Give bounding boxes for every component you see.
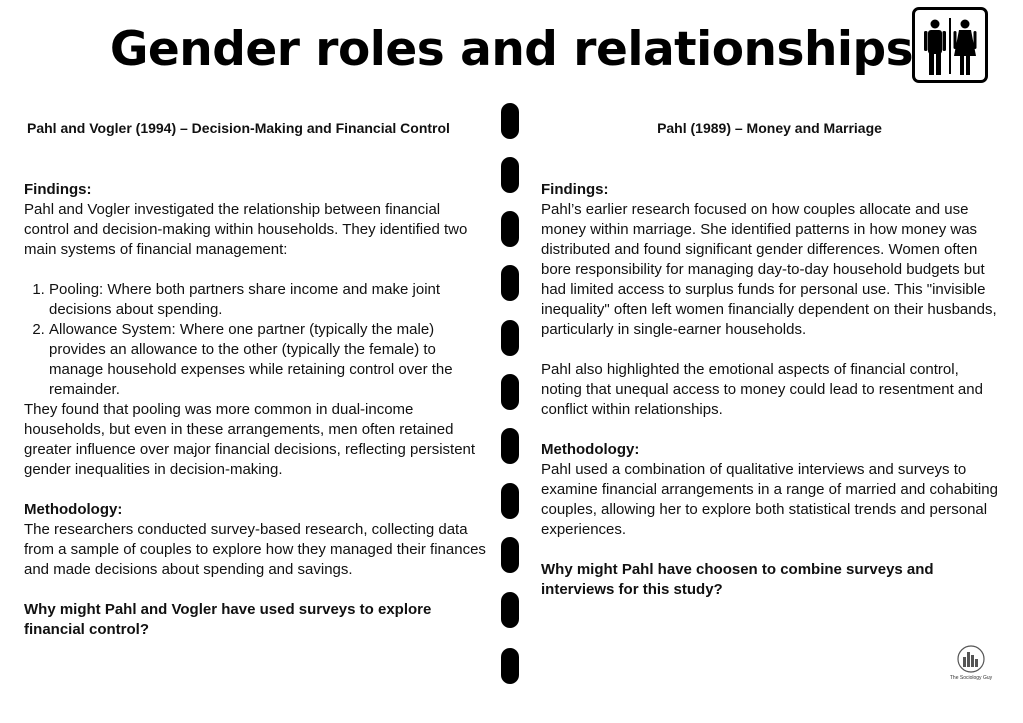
- left-column-heading: Pahl and Vogler (1994) – Decision-Making and Financial Control: [27, 120, 450, 136]
- list-item: 1. Pooling: Where both partners share income and make joint decisions about spending.: [49, 280, 486, 320]
- left-methodology-text: The researchers conducted survey-based research, collecting data from a sample of couples to explore how they managed their finances and made decisions about spending and savings.: [24, 521, 486, 578]
- sociology-guy-logo-icon: [943, 643, 999, 688]
- divider-dash: [501, 157, 519, 193]
- list-item: 2. Allowance System: Where one partner (typically the male) provides an allowance to the other (typically the female) to manage household expenses while retaining control over the remainder.: [49, 320, 486, 400]
- divider-dash: [501, 483, 519, 519]
- page-title: Gender roles and relationships: [109, 22, 914, 77]
- right-methodology-text: Pahl used a combination of qualitative interviews and surveys to examine financial arrangements in a range of married and cohabiting couples, allowing her to explore both statistical trends and personal experiences.: [541, 461, 998, 538]
- left-findings-conclusion: They found that pooling was more common in dual-income households, but even in these arrangements, men often retained greater influence over major financial decisions, reflecting persistent gender inequalities in decision-making.: [24, 401, 476, 478]
- financial-systems-list: [24, 280, 486, 400]
- divider-dash: [501, 648, 519, 684]
- divider-dash: [501, 265, 519, 301]
- divider-dash: [501, 374, 519, 410]
- divider-dash: [501, 320, 519, 356]
- right-question: Why might Pahl have choosen to combine surveys and interviews for this study?: [541, 561, 934, 598]
- left-findings-label: Findings:: [24, 181, 92, 198]
- right-column-heading: Pahl (1989) – Money and Marriage: [657, 120, 882, 136]
- right-methodology-label: Methodology:: [541, 441, 640, 458]
- divider-dash: [501, 103, 519, 139]
- divider-dash: [501, 592, 519, 628]
- right-findings-p2: Pahl also highlighted the emotional aspects of financial control, noting that unequal access to money could lead to resentment and conflict within relationships.: [541, 361, 983, 418]
- divider-dash: [501, 428, 519, 464]
- divider-dash: [501, 211, 519, 247]
- logo-text: The Sociology Guy: [949, 675, 993, 681]
- right-column-body: [541, 180, 1001, 600]
- left-methodology-label: Methodology:: [24, 501, 123, 518]
- divider-dash: [501, 537, 519, 573]
- right-findings-p1: Pahl’s earlier research focused on how couples allocate and use money within marriage. She identified patterns in how money was distributed and found significant gender differences. Women often bore responsibility for managing day-to-day household budgets but had limited access to surplus funds for personal use. This "invisible inequality" often left women financially dependent on their husbands, particularly in single-earner households.: [541, 201, 997, 338]
- left-column-body: [24, 180, 486, 640]
- right-findings-label: Findings:: [541, 181, 609, 198]
- restroom-man-woman-icon: [912, 7, 988, 83]
- left-findings-intro: Pahl and Vogler investigated the relationship between financial control and decision-making within households. They identified two main systems of financial management:: [24, 201, 468, 258]
- left-question: Why might Pahl and Vogler have used surveys to explore financial control?: [24, 601, 432, 638]
- column-divider: [501, 103, 519, 688]
